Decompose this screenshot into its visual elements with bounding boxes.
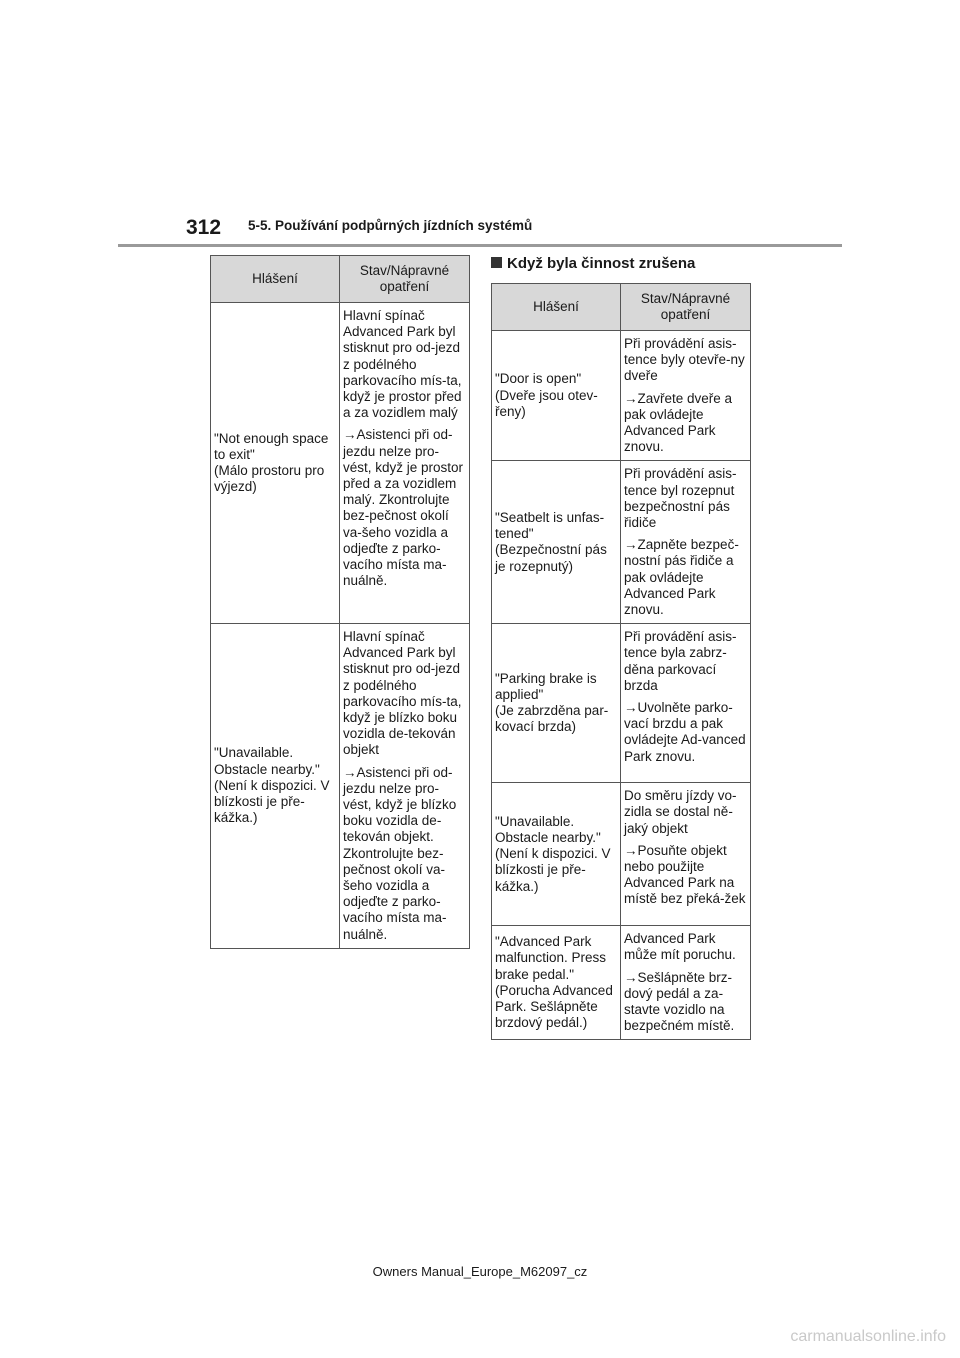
action-cell bbox=[621, 783, 751, 926]
subsection-heading: Když byla činnost zrušena bbox=[491, 255, 695, 272]
action-cell bbox=[621, 624, 751, 783]
section-title: 5-5. Používání podpůrných jízdních systémů bbox=[248, 218, 533, 233]
left-message-table bbox=[210, 255, 470, 949]
message-cell: "Unavailable. Obstacle nearby." (Není k dispozici. V blízkosti je pře-kážka.) bbox=[492, 783, 621, 926]
column-header-action: Stav/Nápravné opatření bbox=[621, 284, 751, 331]
condition-text: Při provádění asis-tence byl rozepnut bezpečnostní pás řidiče bbox=[624, 466, 737, 531]
action-cell bbox=[340, 624, 470, 949]
table-header-row bbox=[492, 284, 751, 331]
message-cell: "Parking brake is applied" (Je zabrzděna par-kovací brzda) bbox=[492, 624, 621, 783]
table-row bbox=[492, 461, 751, 624]
table-row bbox=[211, 303, 470, 624]
message-cell: "Seatbelt is unfas-tened" (Bezpečnostní pás je rozepnutý) bbox=[492, 461, 621, 624]
watermark-logo: carmanualsonline.info bbox=[790, 1328, 946, 1345]
table-row bbox=[492, 624, 751, 783]
table-row bbox=[492, 926, 751, 1040]
message-cell: "Not enough space to exit" (Málo prostoru pro výjezd) bbox=[211, 303, 340, 624]
table-row bbox=[211, 624, 470, 949]
condition-text: Advanced Park může mít poruchu. bbox=[624, 931, 736, 963]
action-cell bbox=[340, 303, 470, 624]
table-row bbox=[492, 783, 751, 926]
remedy-text: →Zavřete dveře a pak ovládejte Advanced Park znovu. bbox=[624, 390, 733, 455]
square-bullet-icon bbox=[491, 257, 502, 268]
condition-text: Při provádění asis-tence byly otevře-ny dveře bbox=[624, 336, 745, 384]
page-number: 312 bbox=[186, 216, 222, 239]
column-header-message: Hlášení bbox=[492, 284, 621, 331]
remedy-text: →Posuňte objekt nebo použijte Advanced Park na místě bez překá-žek bbox=[624, 842, 746, 907]
condition-text: Do směru jízdy vo-zidla se dostal ně-jaký objekt bbox=[624, 788, 737, 836]
table-header-row bbox=[211, 256, 470, 303]
action-cell bbox=[621, 926, 751, 1040]
condition-text: Při provádění asis-tence byla zabrz-děna parkovací brzda bbox=[624, 629, 737, 693]
action-cell bbox=[621, 461, 751, 624]
remedy-text: →Uvolněte parko-vací brzdu a pak ovládejte Ad-vanced Park znovu. bbox=[624, 700, 746, 764]
table-row bbox=[492, 331, 751, 461]
remedy-text: →Sešlápněte brz-dový pedál a za-stavte vozidlo na bezpečném místě. bbox=[624, 969, 735, 1034]
header-divider bbox=[118, 244, 842, 247]
remedy-text: →Asistenci při od-jezdu nelze pro-vést, když je prostor před a za vozidlem malý. Zkontrolujte bez-pečnost okolí va-šeho vozidla a odjeďte z parko-vacího místa ma-nuálně. bbox=[343, 427, 464, 589]
remedy-text: →Zapněte bezpeč-nostní pás řidiče a pak ovládejte Advanced Park znovu. bbox=[624, 537, 739, 618]
message-cell: "Advanced Park malfunction. Press brake pedal." (Porucha Advanced Park. Sešlápněte brzdový pedál.) bbox=[492, 926, 621, 1040]
footer-manual-id: Owners Manual_Europe_M62097_cz bbox=[372, 1264, 588, 1279]
action-cell bbox=[621, 331, 751, 461]
remedy-text: →Asistenci při od-jezdu nelze pro-vést, když je blízko boku vozidla de-tekován objekt. Zkontrolujte bez-pečnost okolí va-šeho vozidla a odjeďte z parko-vacího místa ma-nuálně. bbox=[343, 764, 457, 942]
column-header-action: Stav/Nápravné opatření bbox=[340, 256, 470, 303]
condition-text: Hlavní spínač Advanced Park byl stisknut pro od-jezd z podélného parkovacího mís-ta, když je prostor před a za vozidlem malý bbox=[343, 308, 462, 421]
condition-text: Hlavní spínač Advanced Park byl stisknut pro od-jezd z podélného parkovacího mís-ta, když je blízko boku vozidla de-tekován objekt bbox=[343, 629, 462, 758]
message-cell: "Door is open" (Dveře jsou otev-řeny) bbox=[492, 331, 621, 461]
message-cell: "Unavailable. Obstacle nearby." (Není k dispozici. V blízkosti je pře-kážka.) bbox=[211, 624, 340, 949]
right-message-table bbox=[491, 283, 751, 1040]
column-header-message: Hlášení bbox=[211, 256, 340, 303]
